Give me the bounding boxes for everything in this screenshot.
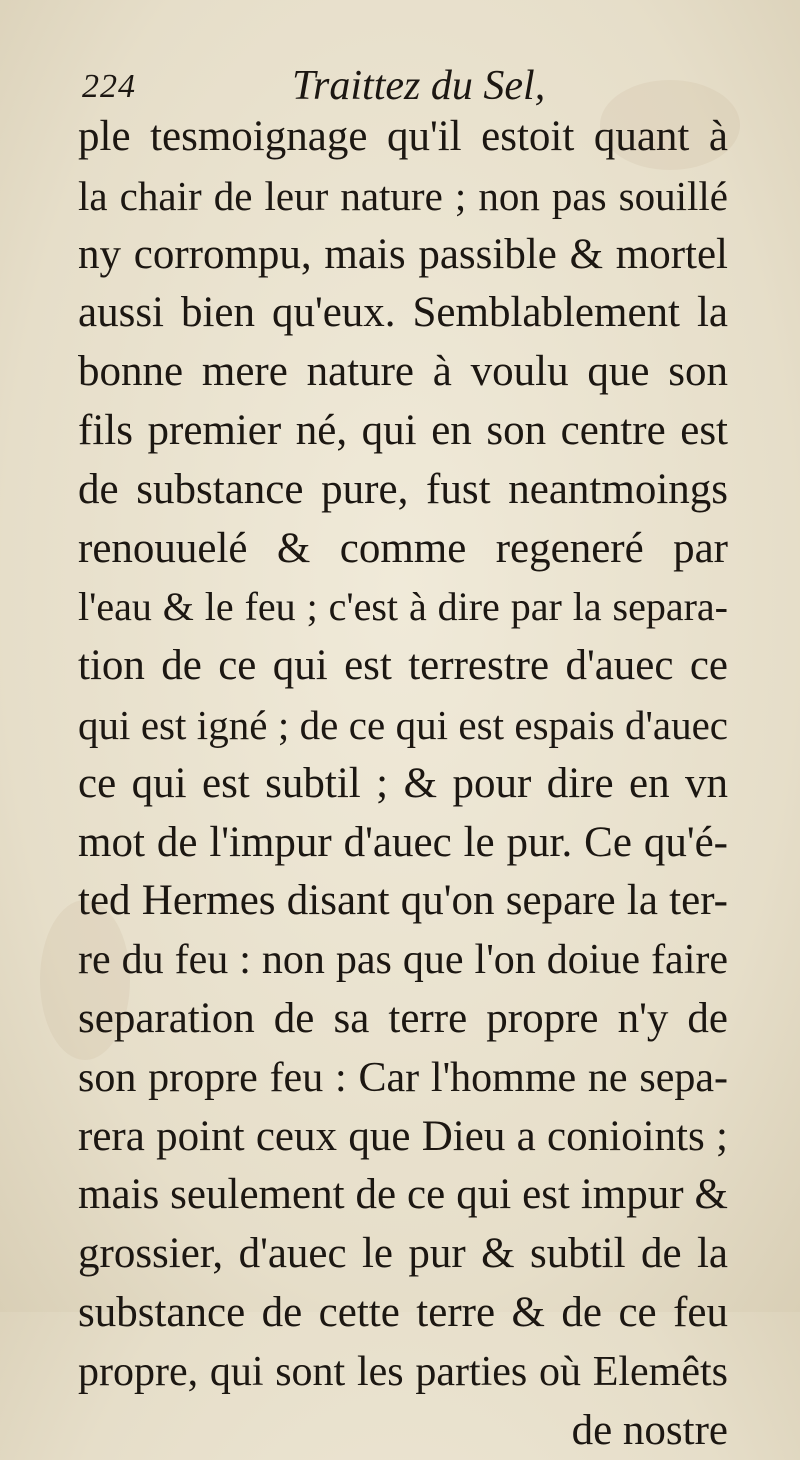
page-header bbox=[82, 58, 722, 108]
text-line: son propre feu : Car l'homme ne sepa- bbox=[78, 1054, 728, 1101]
text-line: de substance pure, fust neantmoings bbox=[78, 465, 728, 513]
page-number: 224 bbox=[82, 68, 136, 105]
text-line: separation de sa terre propre n'y de bbox=[78, 994, 728, 1042]
text-line: grossier, d'auec le pur & subtil de la bbox=[78, 1230, 728, 1278]
text-line: renouuelé & comme regeneré par bbox=[78, 524, 728, 572]
text-line: aussi bien qu'eux. Semblablement la bbox=[78, 289, 728, 337]
text-line: rera point ceux que Dieu a conioints ; bbox=[78, 1112, 728, 1160]
text-line: bonne mere nature à voulu que son bbox=[78, 348, 728, 396]
text-line: la chair de leur nature ; non pas souillé bbox=[78, 172, 728, 219]
text-line: ce qui est subtil ; & pour dire en vn bbox=[78, 759, 728, 807]
text-line: propre, qui sont les parties où Elemêts bbox=[78, 1348, 728, 1395]
text-line: re du feu : non pas que l'on doiue faire bbox=[78, 937, 728, 984]
text-line: l'eau & le feu ; c'est à dire par la separa- bbox=[78, 584, 728, 630]
text-line: qui est igné ; de ce qui est espais d'auec bbox=[78, 701, 728, 748]
running-title: Traittez du Sel, bbox=[292, 63, 546, 109]
text-line: ted Hermes disant qu'on separe la ter- bbox=[78, 877, 728, 925]
text-line: fils premier né, qui en son centre est bbox=[78, 406, 728, 454]
text-line: substance de cette terre & de ce feu bbox=[78, 1288, 728, 1336]
text-line: tion de ce qui est terrestre d'auec ce bbox=[78, 642, 728, 690]
text-line: mais seulement de ce qui est impur & bbox=[78, 1171, 728, 1219]
text-line: mot de l'impur d'auec le pur. Ce qu'é- bbox=[78, 818, 728, 866]
text-line: ple tesmoignage qu'il estoit quant à bbox=[78, 113, 728, 160]
text-line: ny corrompu, mais passible & mortel bbox=[78, 230, 728, 278]
catchword: de nostre bbox=[571, 1406, 728, 1454]
body-text bbox=[78, 108, 728, 1460]
